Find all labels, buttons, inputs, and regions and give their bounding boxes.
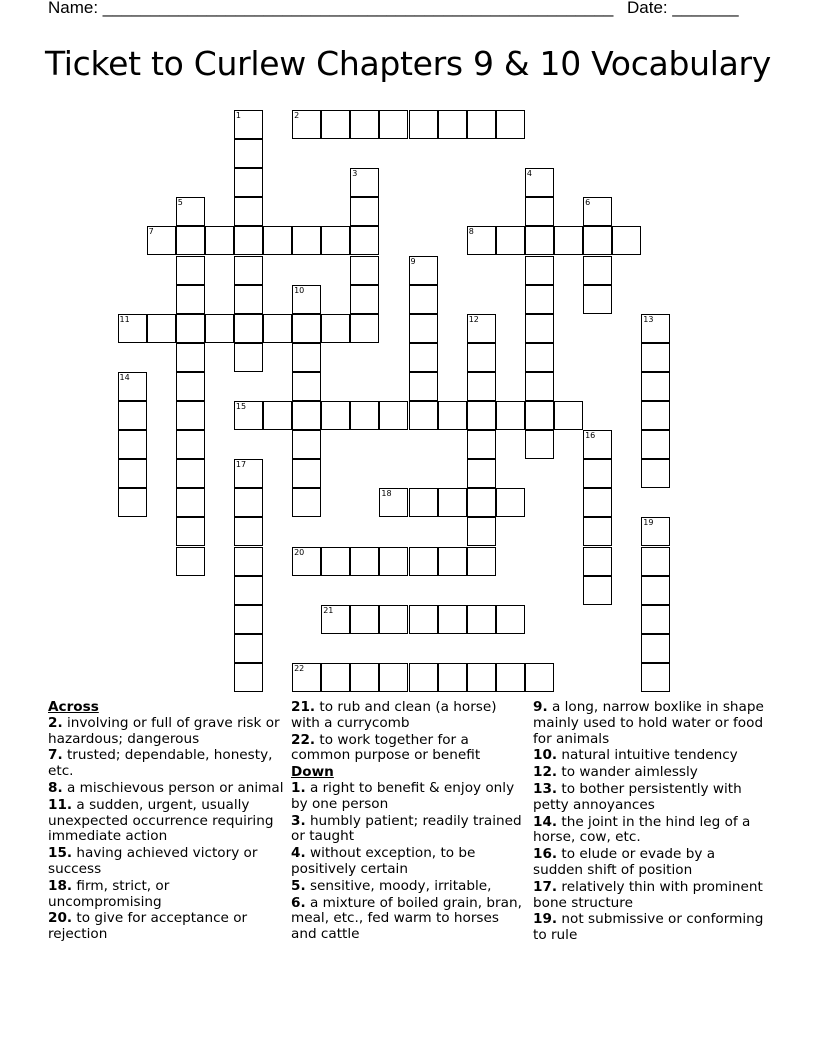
clue-number: 11 (119, 314, 130, 324)
grid-cell[interactable] (205, 226, 234, 255)
clue-text: involving or full of grave risk or hazardous; dangerous (48, 714, 280, 747)
page-title: Ticket to Curlew Chapters 9 & 10 Vocabulary (44, 44, 772, 83)
grid-cell[interactable] (350, 197, 379, 226)
clue-number-label: 21. (291, 699, 316, 715)
clue-number-label: 12. (533, 764, 558, 781)
down-clue (533, 880, 769, 912)
grid-cell[interactable] (350, 285, 379, 314)
clue-number: 3 (352, 169, 358, 179)
grid-cell[interactable] (525, 314, 554, 343)
clue-number-label: 3. (291, 812, 306, 829)
grid-cell[interactable] (467, 663, 496, 692)
clue-number: 16 (585, 431, 596, 441)
grid-cell[interactable] (292, 226, 321, 255)
grid-cell[interactable] (583, 547, 612, 576)
clue-text: without exception, to be positively certain (291, 845, 476, 877)
grid-cell[interactable] (379, 488, 408, 517)
clue-number-label: 5. (291, 877, 306, 894)
grid-cell[interactable] (234, 634, 263, 663)
down-clue (533, 912, 769, 944)
across-clue (48, 911, 284, 943)
grid-cell[interactable] (525, 372, 554, 401)
clue-number: 10 (294, 285, 305, 295)
down-clue (291, 814, 523, 846)
clue-number-label: 2. (48, 714, 63, 731)
clue-number-label: 4. (291, 845, 306, 862)
grid-cell[interactable] (292, 343, 321, 372)
clue-number-label: 13. (533, 780, 558, 797)
grid-cell[interactable] (379, 401, 408, 430)
down-clue (533, 782, 769, 814)
grid-cell[interactable] (350, 314, 379, 343)
grid-cell[interactable] (467, 343, 496, 372)
grid-cell[interactable] (321, 314, 350, 343)
grid-cell[interactable] (641, 517, 670, 546)
clue-text: relatively thin with prominent bone structure (533, 878, 763, 911)
clue-number-label: 7. (48, 747, 63, 764)
clue-number-label: 14. (533, 813, 558, 830)
grid-cell[interactable] (525, 663, 554, 692)
clue-number-label: 20. (48, 910, 73, 927)
grid-cell[interactable] (292, 547, 321, 576)
grid-cell[interactable] (525, 197, 554, 226)
grid-cell[interactable] (641, 430, 670, 459)
grid-cell[interactable] (176, 488, 205, 517)
clue-number: 5 (177, 198, 183, 208)
clue-number-label: 18. (48, 877, 73, 894)
grid-cell[interactable] (292, 663, 321, 692)
grid-cell[interactable] (525, 226, 554, 255)
grid-cell[interactable] (583, 488, 612, 517)
grid-cell[interactable] (321, 547, 350, 576)
grid-cell[interactable] (350, 226, 379, 255)
grid-cell[interactable] (641, 401, 670, 430)
grid-cell[interactable] (438, 605, 467, 634)
clue-number: 17 (235, 460, 247, 470)
grid-cell[interactable] (234, 139, 263, 168)
grid-cell[interactable] (118, 488, 147, 517)
grid-cell[interactable] (118, 401, 147, 430)
grid-cell[interactable] (176, 430, 205, 459)
clue-text: to give for acceptance or rejection (48, 910, 248, 943)
grid-cell[interactable] (234, 197, 263, 226)
grid-cell[interactable] (321, 226, 350, 255)
grid-cell[interactable] (467, 430, 496, 459)
grid-cell[interactable] (263, 226, 292, 255)
grid-cell[interactable] (350, 168, 379, 197)
grid-cell[interactable] (409, 547, 438, 576)
grid-cell[interactable] (176, 285, 205, 314)
clue-text: the joint in the hind leg of a horse, cow, etc. (533, 813, 751, 846)
grid-cell[interactable] (379, 547, 408, 576)
grid-cell[interactable] (612, 226, 641, 255)
grid-cell[interactable] (525, 430, 554, 459)
clue-column-1 (48, 700, 284, 944)
grid-cell[interactable] (321, 401, 350, 430)
grid-cell[interactable] (379, 663, 408, 692)
grid-cell[interactable] (409, 256, 438, 285)
grid-cell[interactable] (438, 401, 467, 430)
grid-cell[interactable] (234, 110, 263, 139)
grid-cell[interactable] (350, 256, 379, 285)
grid-cell[interactable] (641, 663, 670, 692)
grid-cell[interactable] (234, 605, 263, 634)
grid-cell[interactable] (292, 488, 321, 517)
across-clue (48, 781, 284, 797)
grid-cell[interactable] (467, 605, 496, 634)
grid-cell[interactable] (234, 401, 263, 430)
clue-number-label: 10. (533, 747, 558, 764)
grid-cell[interactable] (467, 547, 496, 576)
clue-number: 8 (468, 227, 474, 237)
down-clue (291, 896, 523, 943)
grid-cell[interactable] (554, 226, 583, 255)
grid-cell[interactable] (641, 634, 670, 663)
clue-text: a mischievous person or animal (62, 779, 284, 796)
across-clue (48, 716, 284, 748)
grid-cell[interactable] (583, 517, 612, 546)
clue-text: a right to benefit & enjoy only by one person (291, 779, 515, 812)
grid-cell[interactable] (379, 110, 408, 139)
down-clue (291, 879, 523, 895)
clue-number: 21 (323, 605, 334, 615)
grid-cell[interactable] (641, 605, 670, 634)
grid-cell[interactable] (641, 343, 670, 372)
down-clue (291, 781, 523, 813)
grid-cell[interactable] (641, 547, 670, 576)
clue-text: not submissive or conforming to rule (533, 911, 764, 944)
clue-text: sensitive, moody, irritable, (305, 877, 492, 894)
clue-column-3 (533, 700, 769, 945)
clue-number: 18 (381, 489, 392, 499)
grid-cell[interactable] (525, 168, 554, 197)
clue-number: 12 (468, 314, 479, 324)
across-clue (48, 798, 284, 845)
grid-cell[interactable] (583, 430, 612, 459)
clue-number: 22 (294, 663, 305, 673)
grid-cell[interactable] (438, 663, 467, 692)
clue-text: natural intuitive tendency (557, 747, 738, 764)
grid-cell[interactable] (234, 576, 263, 605)
clue-number-label: 1. (291, 779, 306, 796)
clue-number: 13 (643, 314, 654, 324)
date-line: Date: _______ (627, 0, 739, 17)
down-heading: Down (291, 764, 334, 781)
across-clue (48, 748, 284, 780)
grid-cell[interactable] (641, 372, 670, 401)
grid-cell[interactable] (525, 285, 554, 314)
grid-cell[interactable] (176, 197, 205, 226)
grid-cell[interactable] (176, 226, 205, 255)
grid-cell[interactable] (292, 110, 321, 139)
grid-cell[interactable] (583, 256, 612, 285)
grid-cell[interactable] (525, 343, 554, 372)
grid-cell[interactable] (583, 576, 612, 605)
grid-cell[interactable] (263, 401, 292, 430)
grid-cell[interactable] (467, 226, 496, 255)
across-clue (291, 733, 523, 765)
grid-cell[interactable] (321, 110, 350, 139)
grid-cell[interactable] (467, 459, 496, 488)
clue-text: trusted; dependable, honesty, etc. (48, 747, 273, 780)
grid-cell[interactable] (496, 401, 525, 430)
grid-cell[interactable] (118, 459, 147, 488)
grid-cell[interactable] (409, 285, 438, 314)
clue-text: a long, narrow boxlike in shape mainly used to hold water or food for animals (533, 699, 764, 747)
clue-number-label: 17. (533, 878, 558, 895)
grid-cell[interactable] (409, 110, 438, 139)
down-clue (533, 815, 769, 847)
grid-cell[interactable] (292, 401, 321, 430)
grid-cell[interactable] (438, 547, 467, 576)
clue-text: to rub and clean (a horse) with a currycomb (291, 699, 497, 731)
grid-cell[interactable] (496, 663, 525, 692)
grid-cell[interactable] (641, 459, 670, 488)
grid-cell[interactable] (467, 401, 496, 430)
grid-cell[interactable] (176, 547, 205, 576)
grid-cell[interactable] (641, 576, 670, 605)
clue-number-label: 6. (291, 894, 306, 911)
grid-cell[interactable] (467, 110, 496, 139)
grid-cell[interactable] (176, 256, 205, 285)
grid-cell[interactable] (583, 197, 612, 226)
grid-cell[interactable] (350, 110, 379, 139)
grid-cell[interactable] (234, 547, 263, 576)
grid-cell[interactable] (409, 605, 438, 634)
grid-cell[interactable] (321, 663, 350, 692)
clue-text: to bother persistently with petty annoyances (533, 780, 742, 813)
clue-number: 2 (294, 111, 300, 120)
grid-cell[interactable] (583, 285, 612, 314)
clue-number: 19 (643, 518, 654, 528)
grid-cell[interactable] (438, 110, 467, 139)
clue-number-label: 9. (533, 699, 548, 715)
clue-column-2 (291, 700, 523, 944)
grid-cell[interactable] (409, 401, 438, 430)
grid-cell[interactable] (583, 459, 612, 488)
across-clue (48, 846, 284, 878)
grid-cell[interactable] (176, 314, 205, 343)
clue-number: 20 (294, 547, 305, 557)
grid-cell[interactable] (234, 168, 263, 197)
down-clue (533, 765, 769, 781)
grid-cell[interactable] (147, 226, 176, 255)
grid-cell[interactable] (350, 605, 379, 634)
grid-cell[interactable] (496, 605, 525, 634)
clue-text: firm, strict, or uncompromising (48, 877, 170, 910)
clue-text: a mixture of boiled grain, bran, meal, etc., fed warm to horses and cattle (291, 894, 522, 943)
grid-cell[interactable] (234, 459, 263, 488)
grid-cell[interactable] (583, 226, 612, 255)
grid-cell[interactable] (118, 430, 147, 459)
grid-cell[interactable] (409, 314, 438, 343)
clue-number: 14 (119, 372, 130, 382)
grid-cell[interactable] (467, 314, 496, 343)
grid-cell[interactable] (409, 663, 438, 692)
clue-text: having achieved victory or success (48, 845, 258, 877)
grid-cell[interactable] (496, 488, 525, 517)
clue-number: 7 (148, 227, 154, 237)
grid-cell[interactable] (176, 459, 205, 488)
down-clue (533, 847, 769, 879)
clue-number-label: 16. (533, 846, 558, 863)
grid-cell[interactable] (234, 517, 263, 546)
grid-cell[interactable] (292, 314, 321, 343)
grid-cell[interactable] (496, 110, 525, 139)
grid-cell[interactable] (554, 401, 583, 430)
grid-cell[interactable] (321, 605, 350, 634)
grid-cell[interactable] (409, 488, 438, 517)
grid-cell[interactable] (234, 343, 263, 372)
grid-cell[interactable] (438, 488, 467, 517)
clue-number: 9 (410, 256, 416, 266)
grid-cell[interactable] (292, 285, 321, 314)
grid-cell[interactable] (147, 314, 176, 343)
grid-cell[interactable] (176, 401, 205, 430)
grid-cell[interactable] (234, 663, 263, 692)
grid-cell[interactable] (176, 517, 205, 546)
grid-cell[interactable] (118, 314, 147, 343)
clue-number-label: 15. (48, 845, 73, 862)
grid-cell[interactable] (409, 343, 438, 372)
grid-cell[interactable] (292, 372, 321, 401)
clue-number: 15 (235, 402, 247, 411)
clue-number: 6 (585, 198, 591, 208)
grid-cell[interactable] (350, 401, 379, 430)
clue-text: to wander aimlessly (557, 764, 698, 781)
clue-number-label: 19. (533, 911, 558, 928)
across-heading: Across (48, 699, 99, 715)
grid-cell[interactable] (176, 372, 205, 401)
down-clue (533, 748, 769, 764)
across-clue (48, 879, 284, 911)
grid-cell[interactable] (234, 488, 263, 517)
down-clue (533, 700, 769, 747)
name-line: Name: ______________________________________________________ (48, 0, 614, 17)
clue-number: 4 (526, 169, 532, 179)
grid-cell[interactable] (496, 226, 525, 255)
grid-cell[interactable] (292, 459, 321, 488)
grid-cell[interactable] (379, 605, 408, 634)
clue-text: a sudden, urgent, usually unexpected occurrence requiring immediate action (48, 796, 274, 845)
clue-text: humbly patient; readily trained or taught (291, 812, 522, 845)
grid-cell[interactable] (176, 343, 205, 372)
grid-cell[interactable] (525, 401, 554, 430)
across-clue (291, 700, 523, 732)
clue-number: 1 (235, 111, 241, 120)
clue-number-label: 8. (48, 779, 63, 796)
grid-cell[interactable] (350, 663, 379, 692)
grid-cell[interactable] (234, 256, 263, 285)
clue-text: to elude or evade by a sudden shift of position (533, 846, 716, 878)
grid-cell[interactable] (205, 314, 234, 343)
grid-cell[interactable] (234, 314, 263, 343)
grid-cell[interactable] (263, 314, 292, 343)
grid-cell[interactable] (409, 372, 438, 401)
clue-number-label: 11. (48, 796, 73, 813)
clue-number-label: 22. (291, 731, 316, 748)
grid-cell[interactable] (118, 372, 147, 401)
grid-cell[interactable] (292, 430, 321, 459)
clue-text: to work together for a common purpose or benefit (291, 731, 481, 764)
grid-cell[interactable] (467, 372, 496, 401)
grid-cell[interactable] (641, 314, 670, 343)
grid-cell[interactable] (525, 256, 554, 285)
grid-cell[interactable] (234, 285, 263, 314)
grid-cell[interactable] (467, 488, 496, 517)
grid-cell[interactable] (350, 547, 379, 576)
grid-cell[interactable] (467, 517, 496, 546)
grid-cell[interactable] (234, 226, 263, 255)
down-clue (291, 846, 523, 878)
